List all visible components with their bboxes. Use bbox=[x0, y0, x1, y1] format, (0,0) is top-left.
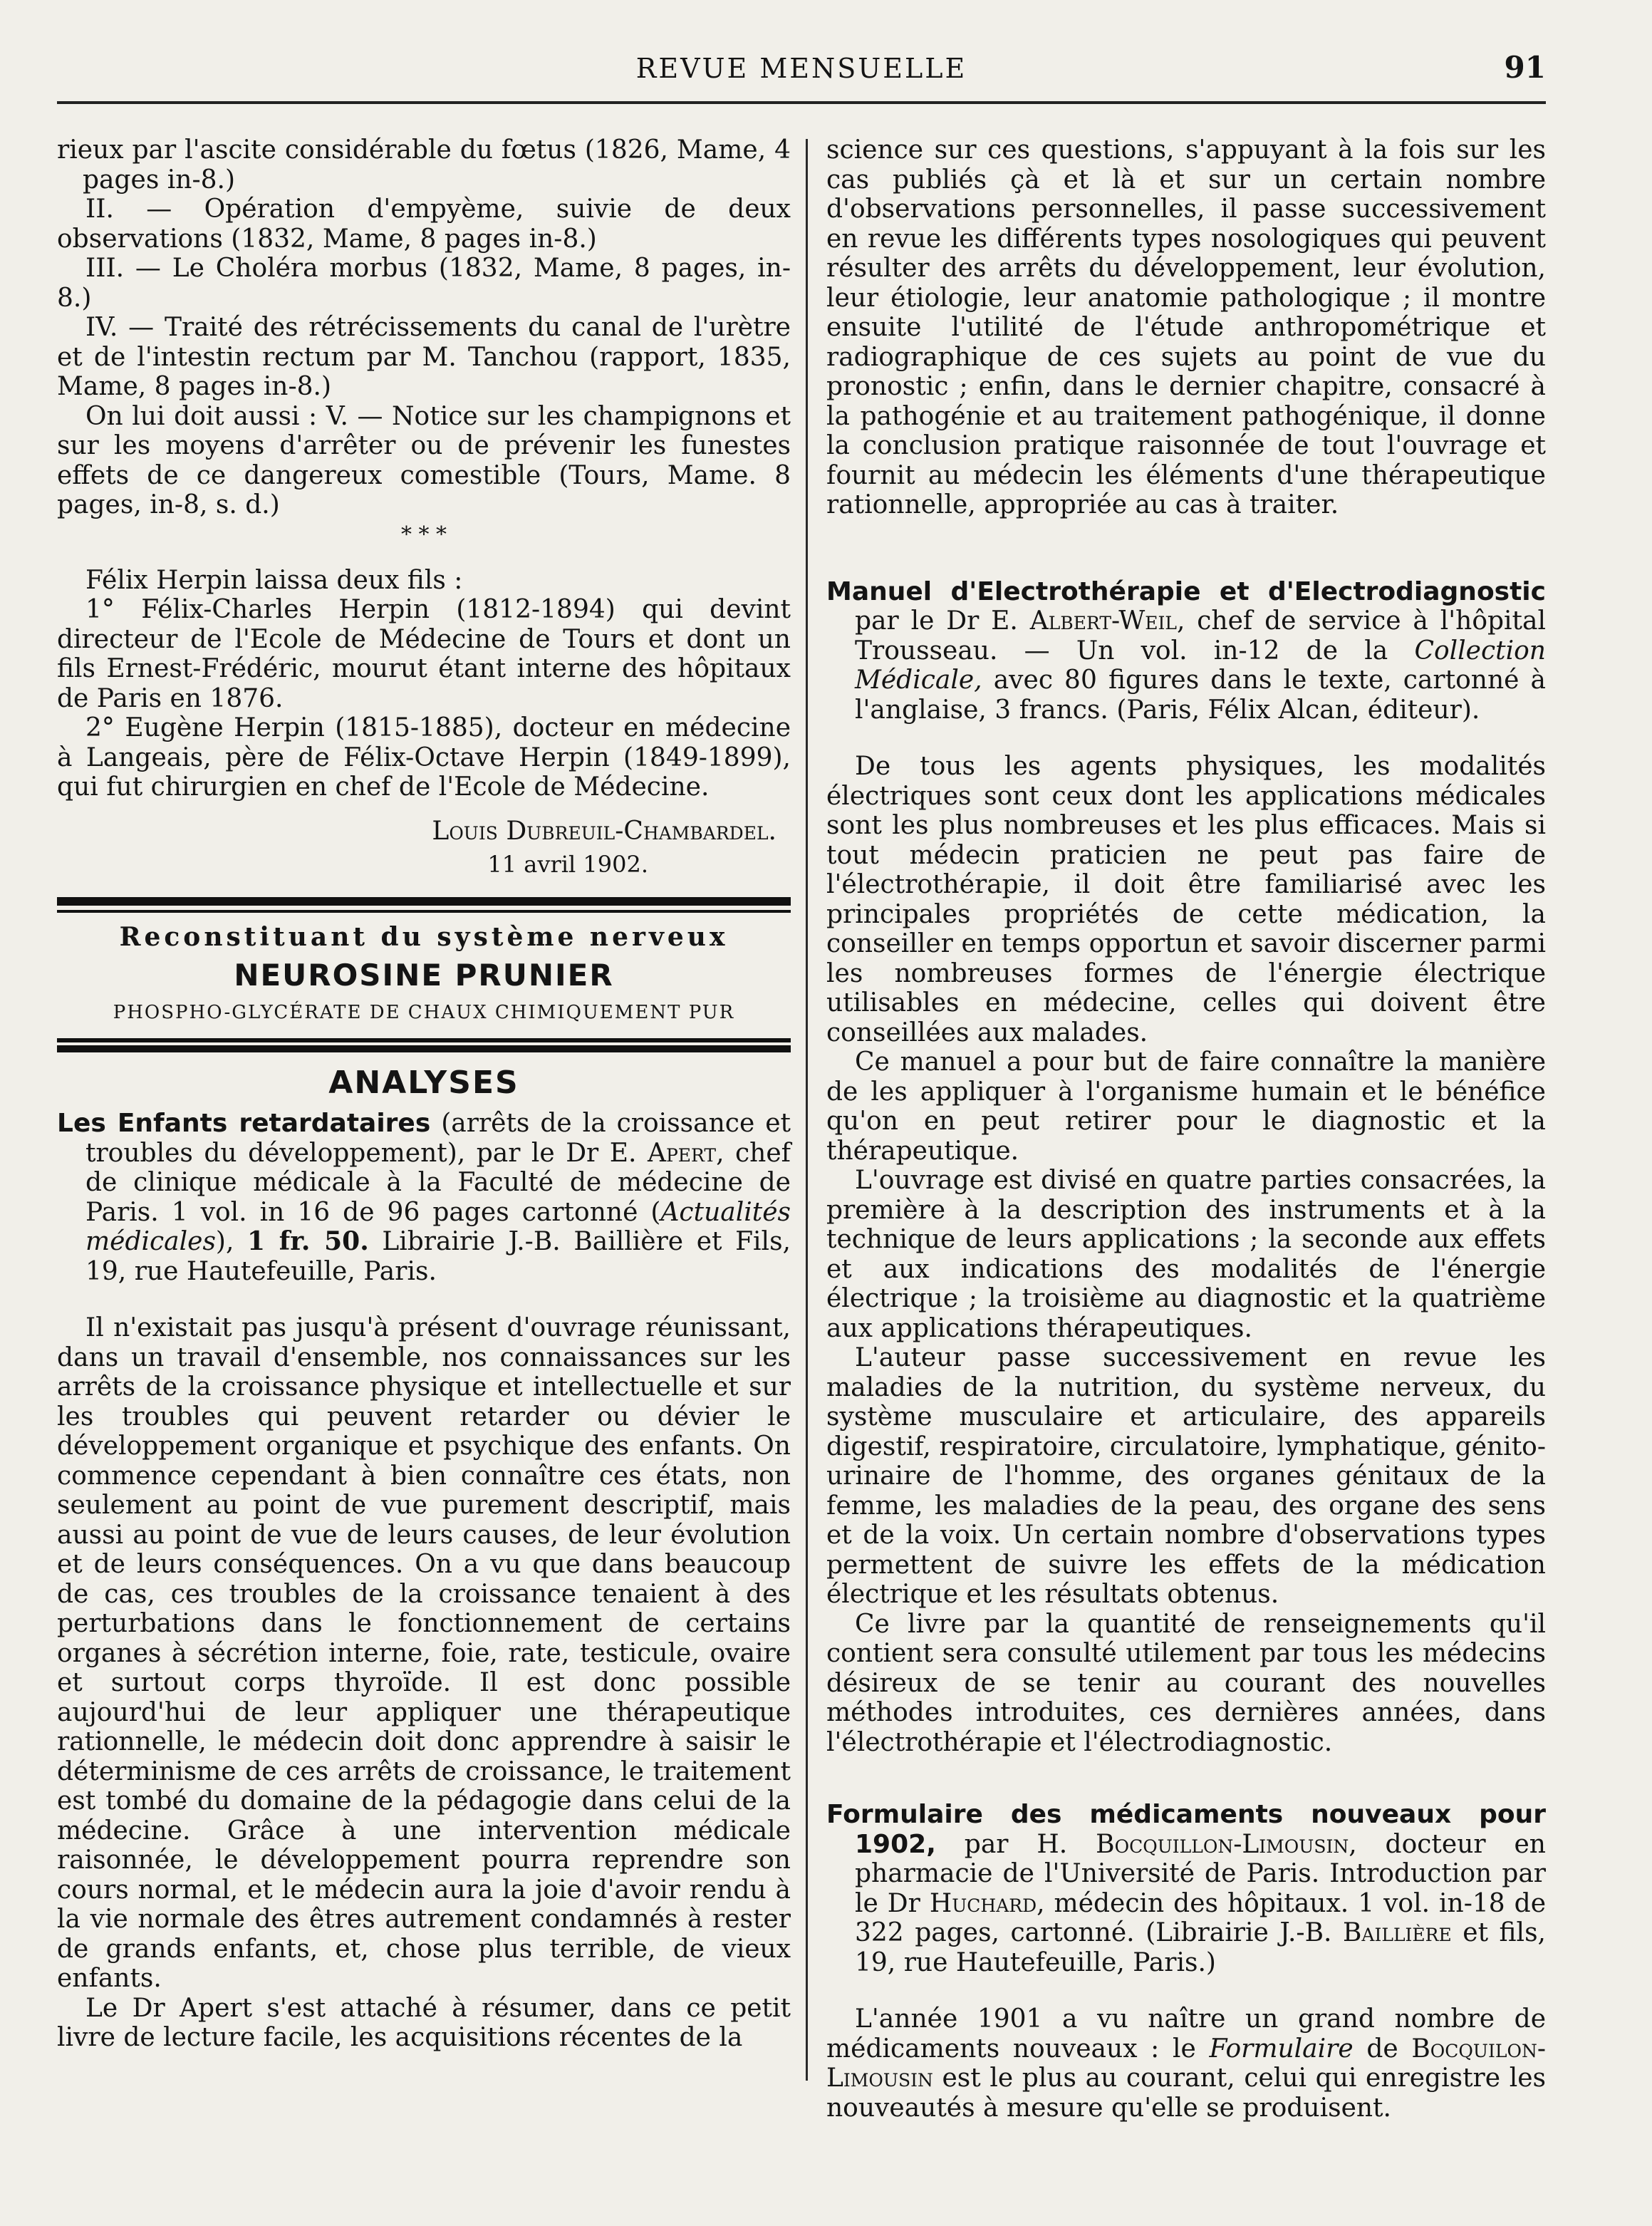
citation-text: par le Dr E. bbox=[855, 606, 1030, 636]
series-name: Actualités médicales bbox=[85, 1197, 791, 1256]
body-text: de bbox=[1353, 2034, 1412, 2064]
body-text: est le plus au courant, celui qui enregistre les nouveautés à mesure qu'elle se produisent. bbox=[826, 2064, 1546, 2123]
review-paragraph: De tous les agents physiques, les modalités électriques sont ceux dont les applications médicales sont les plus nombreuses et les plus efficaces. Mais si tout médecin praticien ne peut pas faire de l'électrothérapie, il doit être familiarisé avec les principales propriétés de cette médication, la conseiller en temps opportun et savoir discerner parmi les nombreuses formes de l'énergie électrique utilisables en médecine, celles qui doivent être conseillées aux malades. bbox=[826, 752, 1546, 1047]
citation-text: ), bbox=[215, 1227, 247, 1256]
running-head bbox=[57, 50, 1546, 93]
column-divider bbox=[806, 139, 808, 2081]
section-heading: ANALYSES bbox=[328, 1064, 519, 1101]
work-item: IV. — Traité des rétrécissements du canal de l'urètre et de l'intestin rectum par M. Tanchou (rapport, 1835, Mame, 8 pages in-8.) bbox=[57, 313, 791, 401]
advert-rule-bottom bbox=[57, 1038, 791, 1042]
review-author: Apert, bbox=[647, 1138, 724, 1168]
advert-rule-top-thin bbox=[57, 910, 791, 913]
review-author: Albert-Weil, bbox=[1029, 606, 1185, 636]
citation-text: chef de clinique médicale à la Faculté de médecine de Paris. 1 vol. in 16 de 96 pages cartonné ( bbox=[85, 1138, 791, 1227]
review-author: Bocquilon-Limousin bbox=[826, 2034, 1546, 2093]
introducer-name: Huchard, bbox=[929, 1888, 1045, 1918]
body-text: L'année 1901 a vu naître un grand nombre de médicaments nouveaux : le bbox=[826, 2004, 1546, 2064]
publisher-name: Baillière bbox=[1342, 1918, 1452, 1947]
signature-date: 11 avril 1902. bbox=[487, 851, 648, 878]
family-intro: Félix Herpin laissa deux fils : bbox=[85, 565, 463, 595]
left-column bbox=[57, 135, 791, 2053]
review-paragraph: L'ouvrage est divisé en quatre parties consacrées, la première à la description des instruments et à la technique de leurs applications ; la seconde aux effets et aux indications des modalités de l'énergie électrique ; la troisième au diagnostic et la quatrième aux applications thérapeutiques. bbox=[826, 1166, 1546, 1343]
author-signature: Louis Dubreuil-Chambardel. bbox=[432, 816, 776, 846]
review-title: Les Enfants retardataires bbox=[57, 1109, 431, 1138]
citation-text: médecin des hôpitaux. 1 vol. in-18 de 322 pages, cartonné. (Librairie J.-B. bbox=[855, 1888, 1546, 1947]
work-item: III. — Le Choléra morbus (1832, Mame, 8 pages, in-8.) bbox=[57, 254, 791, 313]
work-item: On lui doit aussi : V. — Notice sur les champignons et sur les moyens d'arrêter ou de prévenir les funestes effets de ce dangereux comestible (Tours, Mame. 8 pages, in-8, s. d.) bbox=[57, 401, 791, 519]
journal-title: REVUE MENSUELLE bbox=[635, 53, 967, 84]
advert-tagline: Reconstituant du système nerveux bbox=[119, 921, 729, 952]
family-son: 1° Félix-Charles Herpin (1812-1894) qui devint directeur de l'Ecole de Médecine de Tours et dont un fils Ernest-Frédéric, mourut étant interne des hôpitaux de Paris en 1876. bbox=[57, 595, 791, 713]
advertisement bbox=[57, 897, 791, 1052]
review-title: Formulaire des médicaments nouveaux pour 1902, bbox=[826, 1800, 1546, 1859]
citation-text: avec 80 figures dans le texte, cartonné à l'anglaise, 3 francs. (Paris, Félix Alcan, éditeur). bbox=[855, 666, 1546, 725]
right-column bbox=[826, 135, 1546, 2123]
book-title: Formulaire bbox=[1209, 2034, 1354, 2064]
advert-description: PHOSPHO-GLYCÉRATE DE CHAUX CHIMIQUEMENT PUR bbox=[113, 1001, 735, 1023]
review-title: Manuel d'Electrothérapie et d'Electrodiagnostic bbox=[826, 576, 1546, 606]
family-son: 2° Eugène Herpin (1815-1885), docteur en médecine à Langeais, père de Félix-Octave Herpin (1849-1899), qui fut chirurgien en chef de l'Ecole de Médecine. bbox=[57, 713, 791, 802]
citation-text: et fils, 19, rue Hautefeuille, Paris.) bbox=[855, 1918, 1546, 1977]
review-paragraph: L'auteur passe successivement en revue les maladies de la nutrition, du système nerveux, du système musculaire et articulaire, des appareils digestif, respiratoire, circulatoire, lymphatique, génito-urinaire de l'homme, des organes génitaux de la femme, les maladies de la peau, des organe des sens et de la voix. Un certain nombre d'observations types permettent de suivre les effets de la médication électrique et les résultats obtenus. bbox=[826, 1343, 1546, 1609]
advert-rule-top bbox=[57, 897, 791, 906]
citation-text: docteur en pharmacie de l'Université de Paris. Introduction par le Dr bbox=[855, 1829, 1546, 1918]
review-citation bbox=[57, 1109, 791, 1286]
review-paragraph: science sur ces questions, s'appuyant à la fois sur les cas publiés çà et là et sur un certain nombre d'observations personnelles, il passe successivement en revue les différents types nosologiques qui peuvent résulter des arrêts du développement, leur évolution, leur étiologie, leur anatomie pathologique ; il montre ensuite l'utilité de l'étude anthropométrique et radiographique de ces sujets au point de vue du pronostic ; enfin, dans le dernier chapitre, consacré à la pathogénie et au traitement pathogénique, il donne la conclusion pratique raisonnée de tout l'ouvrage et fournit au médecin les éléments d'une thérapeutique rationnelle, appropriée au cas à traiter. bbox=[826, 135, 1546, 519]
review-paragraph: Le Dr Apert s'est attaché à résumer, dans ce petit livre de lecture facile, les acquisitions récentes de la bbox=[57, 1993, 791, 2052]
citation-text: chef de service à l'hôpital Trousseau. — Un vol. in-12 de la bbox=[855, 606, 1546, 666]
advert-product-name: NEUROSINE PRUNIER bbox=[234, 957, 614, 993]
work-item: II. — Opération d'empyème, suivie de deux observations (1832, Mame, 8 pages in-8.) bbox=[57, 195, 791, 254]
header-rule bbox=[57, 101, 1546, 104]
review-author: Bocquillon-Limousin, bbox=[1096, 1829, 1357, 1859]
series-name: Collection Médicale, bbox=[855, 636, 1546, 695]
work-item: rieux par l'ascite considérable du fœtus (1826, Mame, 4 pages in-8.) bbox=[57, 135, 791, 195]
review-citation bbox=[826, 1800, 1546, 1977]
review-paragraph: Il n'existait pas jusqu'à présent d'ouvrage réunissant, dans un travail d'ensemble, nos connaissances sur les arrêts de la croissance physique et intellectuelle et sur les troubles qui peuvent retarder ou dévier le développement organique et psychique des enfants. On commence cependant à bien connaître ces états, non seulement au point de vue purement descriptif, mais aussi au point de vue de leurs causes, de leur évolution et de leurs conséquences. On a vu que dans beaucoup de cas, ces troubles de la croissance tenaient à des perturbations dans le fonctionnement de certains organes à sécrétion interne, foie, rate, testicule, ovaire et surtout corps thyroïde. Il est donc possible aujourd'hui de leur appliquer une thérapeutique rationnelle, le médecin doit donc apprendre à saisir le déterminisme de ces arrêts de croissance, le traitement est tombé du domaine de la pédagogie dans celui de la médecine. Grâce à une intervention médicale raisonnée, le développement pourra reprendre son cours normal, et le médecin aura la joie d'avoir rendu à la vie normale des êtres autrement condamnés à rester de grands enfants, et, chose plus terrible, de vieux enfants. bbox=[57, 1313, 791, 1993]
review-paragraph bbox=[826, 2004, 1546, 2123]
review-citation bbox=[826, 577, 1546, 725]
review-paragraph: Ce livre par la quantité de renseignements qu'il contient sera consulté utilement par tous les médecins désireux de se tenir au courant des nouvelles méthodes introduites, ces dernières années, dans l'électrothérapie et l'électrodiagnostic. bbox=[826, 1609, 1546, 1757]
price: 1 fr. 50. bbox=[247, 1226, 369, 1256]
citation-text: (arrêts de la croissance et troubles du développement), par le Dr E. bbox=[85, 1109, 791, 1168]
page-number: 91 bbox=[1504, 50, 1546, 85]
citation-text: Librairie J.-B. Baillière et Fils, 19, rue Hautefeuille, Paris. bbox=[85, 1227, 791, 1286]
advert-rule-bottom-thick bbox=[57, 1045, 791, 1052]
review-paragraph: Ce manuel a pour but de faire connaître la manière de les appliquer à l'organisme humain et le bénéfice qu'on en peut retirer pour le diagnostic et la thérapeutique. bbox=[826, 1047, 1546, 1166]
citation-text: par H. bbox=[935, 1829, 1096, 1859]
asterism: * * * bbox=[400, 522, 447, 547]
